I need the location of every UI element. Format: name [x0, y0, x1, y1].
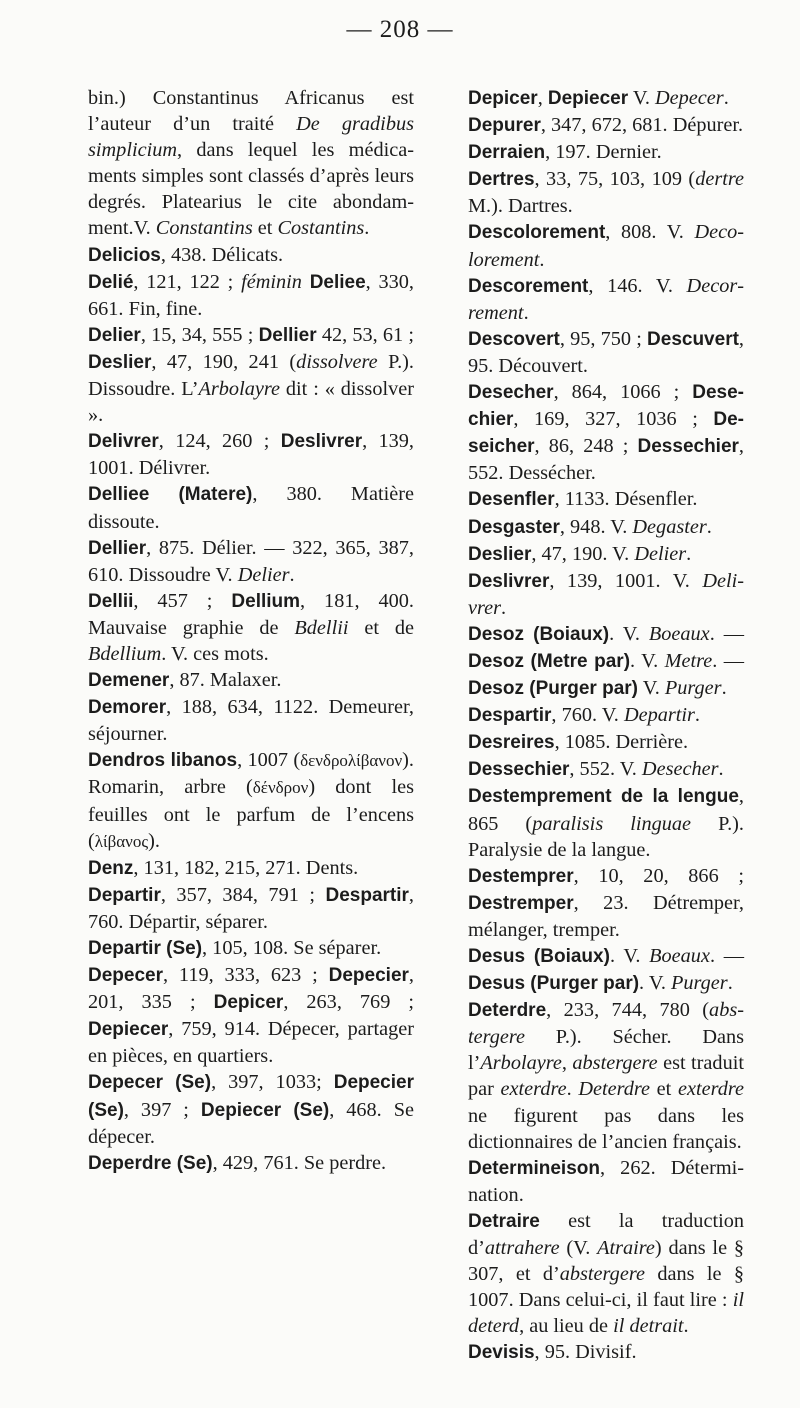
- dictionary-entry: [88, 855, 414, 882]
- entry-text: , 808. V.: [605, 221, 695, 244]
- entry-text: V.: [637, 677, 665, 700]
- entry-headword: Delié: [88, 271, 134, 293]
- entry-headword: Detraire: [468, 1210, 540, 1232]
- entry-text: .: [289, 563, 295, 586]
- entry-text: .: [539, 248, 545, 271]
- dictionary-entry: [468, 997, 744, 1155]
- italic-text: abstergere: [559, 1263, 645, 1286]
- entry-headword: Deseicher: [468, 409, 744, 458]
- italic-text: Delivrer: [468, 569, 744, 619]
- entry-headword: Dellii: [88, 590, 134, 612]
- entry-headword: Descuvert: [647, 328, 739, 350]
- entry-headword: Descolorement: [468, 222, 606, 244]
- entry-headword: Desgaster: [468, 516, 560, 538]
- entry-text: et: [252, 217, 278, 240]
- entry-text: , 864, 1066 ;: [553, 381, 693, 404]
- dictionary-entry: [468, 486, 744, 513]
- entry-text: , 95, 750 ;: [559, 327, 648, 350]
- dictionary-entry: [88, 322, 414, 428]
- entry-text: dit : « dissolver ».: [88, 378, 414, 427]
- entry-text: ) dans le § 307, et d’: [468, 1237, 744, 1286]
- entry-text: ,: [537, 87, 548, 109]
- entry-headword: Demener: [88, 670, 170, 692]
- entry-text: , 552. V.: [569, 758, 642, 781]
- entry-text: .: [727, 972, 733, 995]
- entry-headword: Depiecer: [88, 1019, 169, 1041]
- entry-headword: Descovert: [468, 328, 560, 350]
- entry-headword: Dellier: [88, 537, 147, 559]
- dictionary-entry: [468, 863, 744, 943]
- entry-text: .: [694, 704, 700, 727]
- greek-text: δενδρολίβανον: [300, 751, 403, 771]
- entry-text: . —: [709, 945, 745, 967]
- dictionary-entry: [468, 729, 744, 756]
- italic-text: paralisis linguae: [532, 812, 692, 835]
- entry-headword: Derraien: [468, 142, 546, 164]
- entry-text: ne figurent pas dans les dictionnaires de l’ancien français.: [468, 1104, 744, 1153]
- entry-text: , 201, 335 ;: [88, 964, 414, 1014]
- entry-text: . V.: [609, 622, 649, 645]
- entry-headword: Depicer: [468, 88, 538, 109]
- entry-text: , 233, 744, 780 (: [546, 999, 710, 1022]
- entry-headword: Devisis: [468, 1342, 535, 1364]
- entry-headword: Destemprement de la lengue: [468, 786, 739, 808]
- entry-text: . V.: [639, 972, 671, 995]
- entry-text: , 119, 333, 623 ;: [163, 964, 329, 987]
- entry-text: , 759, 914. Dépecer, partager en pièces, en quartiers.: [88, 1018, 414, 1068]
- entry-text: .: [566, 1078, 579, 1101]
- dictionary-entry: [88, 667, 414, 694]
- italic-text: Purger: [671, 972, 728, 995]
- dictionary-entry: [468, 112, 744, 139]
- entry-text: ). Romarin, arbre (: [88, 749, 414, 799]
- entry-text: , 380. Matière dissoute.: [88, 483, 414, 533]
- entry-headword: Depecer: [88, 965, 163, 987]
- entry-headword: Depurer: [468, 115, 541, 137]
- dictionary-entry: [468, 273, 744, 326]
- entry-text: .: [686, 542, 692, 565]
- entry-text: .: [721, 677, 727, 700]
- dictionary-entry: [468, 514, 744, 541]
- entry-text: , 139, 1001. Délivrer.: [88, 430, 414, 480]
- italic-text: Metre: [664, 649, 713, 672]
- dictionary-entry: [468, 756, 744, 783]
- entry-headword: Desoz (Metre par): [468, 650, 631, 672]
- entry-text: , 263, 769 ;: [283, 991, 414, 1014]
- entry-text: et: [650, 1078, 678, 1101]
- entry-text: , 948. V.: [559, 515, 633, 538]
- entry-text: , 146. V.: [588, 274, 687, 297]
- page-number: — 208 —: [346, 16, 454, 43]
- entry-headword: Dendros libanos: [88, 750, 238, 772]
- entry-text: V.: [628, 87, 656, 109]
- entry-text: , 865 (: [468, 785, 744, 835]
- italic-text: attrahere: [484, 1237, 560, 1260]
- entry-headword: Dessechier: [468, 759, 570, 781]
- entry-text: , 1085. Derrière.: [554, 731, 689, 754]
- italic-text: dertre: [695, 168, 744, 191]
- dictionary-entry: [468, 326, 744, 379]
- dictionary-entry: [88, 269, 414, 322]
- italic-text: Purger: [664, 677, 722, 700]
- entry-text: , 760. Départir, séparer.: [88, 883, 414, 933]
- entry-text: ,: [561, 1052, 573, 1075]
- greek-text: λίβανος: [94, 831, 149, 851]
- entry-headword: Demorer: [88, 697, 167, 719]
- entry-text: .: [683, 1315, 689, 1338]
- entry-text: , 188, 634, 1122. Demeurer, séjourner.: [88, 696, 414, 746]
- entry-headword: Descorement: [468, 275, 589, 297]
- entry-headword: Deliee: [309, 271, 366, 293]
- italic-text: Boeaux: [648, 622, 710, 645]
- italic-text: De gradibus simplicium: [88, 113, 414, 162]
- italic-text: Desecher: [641, 758, 719, 781]
- entry-text: (V.: [559, 1237, 598, 1260]
- entry-text: , 197. Dernier.: [545, 141, 662, 164]
- entry-headword: Deterdre: [468, 1000, 547, 1022]
- dictionary-entry: [88, 1069, 414, 1149]
- entry-text: , 438. Délicats.: [160, 243, 284, 266]
- italic-text: dissolvere: [296, 350, 378, 373]
- entry-headword: Desoz (Purger par): [468, 678, 638, 700]
- entry-text: , 169, 327, 1036 ;: [513, 408, 714, 431]
- entry-text: est traduit par: [468, 1052, 744, 1101]
- entry-text: , 10, 20, 866 ;: [573, 864, 744, 887]
- entry-text: , 23. Détremper, mélanger, tremper.: [468, 891, 744, 941]
- entry-headword: Dessechier: [637, 436, 739, 458]
- entry-text: , 397, 1033;: [211, 1071, 334, 1094]
- entry-headword: Desreires: [468, 732, 555, 754]
- entry-text: P.). Sécher. Dans l’: [468, 1026, 744, 1075]
- entry-text: [302, 271, 310, 293]
- entry-headword: Depecier: [328, 965, 409, 987]
- dictionary-entry: [468, 139, 744, 166]
- entry-text: , 87. Malaxer.: [169, 669, 282, 692]
- entry-text: , 397 ;: [123, 1098, 201, 1121]
- dictionary-entry: [88, 535, 414, 588]
- entry-text: , 121, 122 ;: [133, 270, 242, 293]
- italic-text: Decorrement: [468, 274, 744, 324]
- dictionary-entry: [468, 1339, 744, 1366]
- entry-text: , 95. Divisif.: [534, 1341, 637, 1364]
- entry-text: . —: [712, 649, 745, 672]
- entry-headword: Denz: [88, 857, 134, 879]
- entry-headword: Desecher: [468, 382, 554, 404]
- greek-text: δένδρον: [252, 778, 309, 798]
- dictionary-entry: [468, 219, 744, 272]
- italic-text: Departir: [623, 704, 695, 727]
- dictionary-entry: [88, 85, 414, 242]
- entry-text: , 95. Découvert.: [468, 327, 744, 377]
- entry-headword: Depicer: [213, 992, 284, 1014]
- dictionary-entry: [468, 1208, 744, 1339]
- entry-headword: Departir: [88, 884, 161, 906]
- dictionary-entry: [468, 1155, 744, 1208]
- italic-text: Atraire: [597, 1237, 655, 1260]
- entry-text: , 105, 108. Se séparer.: [202, 937, 382, 959]
- entry-headword: Dellium: [231, 590, 301, 612]
- dictionary-entry: [468, 621, 744, 702]
- entry-text: .: [523, 301, 529, 324]
- entry-headword: Deslivrer: [280, 431, 363, 453]
- dictionary-entry: [88, 428, 414, 481]
- italic-text: Boeaux: [649, 945, 710, 967]
- entry-text: .: [718, 758, 724, 781]
- entry-text: 42, 53, 61 ;: [316, 323, 415, 346]
- italic-text: Delier: [237, 563, 290, 586]
- entry-headword: Delier: [88, 324, 141, 346]
- entry-text: bin.) Constantinus Africanus est l’auteur d’un traité: [88, 87, 414, 136]
- entry-text: ) dont les feuilles ont le parfum de l’encens (: [88, 776, 414, 852]
- italic-text: Deterdre: [578, 1078, 651, 1101]
- italic-text: abstergere: [572, 1052, 658, 1075]
- entry-text: , 330, 661. Fin, fine.: [88, 270, 414, 320]
- dictionary-entry: [468, 783, 744, 862]
- dictionary-entry: [88, 882, 414, 935]
- entry-headword: Desoz (Boiaux): [468, 623, 610, 645]
- entry-headword: Deslier: [88, 351, 152, 373]
- entry-headword: Desus (Purger par): [468, 973, 640, 995]
- entry-text: .: [706, 515, 712, 538]
- entry-text: . V.: [609, 945, 650, 967]
- entry-text: , 86, 248 ;: [534, 435, 638, 458]
- entry-headword: Delivrer: [88, 431, 159, 453]
- italic-text: Arbolayre: [480, 1052, 562, 1075]
- dictionary-entry: [88, 242, 414, 269]
- dictionary-entry: [468, 379, 744, 486]
- entry-text: , dans lequel les médicaments simples sont classés d’après leurs degrés. Platearius le cite abondamment.V.: [88, 139, 414, 240]
- entry-headword: Depecer (Se): [88, 1072, 212, 1094]
- italic-text: Arbolayre: [198, 378, 280, 401]
- entry-text: P.). Dissoudre. L’: [88, 350, 415, 401]
- entry-headword: Departir (Se): [88, 938, 203, 959]
- italic-text: il deterd: [468, 1289, 744, 1338]
- italic-text: féminin: [241, 270, 302, 293]
- entry-headword: Deperdre (Se): [88, 1152, 213, 1174]
- entry-text: , 262. Détermination.: [468, 1156, 744, 1206]
- entry-text: . V.: [630, 649, 665, 672]
- entry-text: , 181, 400. Mauvaise graphie de: [88, 589, 414, 639]
- entry-text: et de: [348, 616, 414, 639]
- italic-text: exterdre: [500, 1078, 567, 1101]
- italic-text: Depecer: [655, 87, 724, 109]
- entry-text: , 552. Dessécher.: [468, 435, 744, 485]
- italic-text: Decolorement: [468, 221, 744, 271]
- dictionary-entry: [468, 166, 744, 219]
- italic-text: Bdellium: [88, 642, 162, 665]
- entry-headword: Determineison: [468, 1157, 600, 1179]
- entry-text: .: [723, 87, 729, 109]
- entry-text: , au lieu de: [519, 1315, 614, 1338]
- entry-text: , 1133. Désenfler.: [554, 488, 698, 511]
- entry-text: , 139, 1001. V.: [549, 569, 703, 592]
- entry-headword: Desenfler: [468, 489, 555, 511]
- entry-text: , 1007 (: [237, 749, 301, 772]
- entry-headword: Desus (Boiaux): [468, 946, 610, 967]
- dictionary-entry: [468, 85, 744, 112]
- entry-text: , 47, 190, 241 (: [151, 350, 297, 373]
- entry-text: .: [501, 596, 507, 619]
- left-column: [88, 85, 414, 1177]
- dictionary-entry: [468, 568, 744, 621]
- dictionary-entry: [88, 1150, 414, 1177]
- entry-text: est la traduction d’: [468, 1209, 744, 1260]
- entry-text: , 131, 182, 215, 271. Dents.: [133, 856, 359, 879]
- right-column: [468, 85, 744, 1367]
- entry-headword: Destremper: [468, 892, 574, 914]
- italic-text: Delier: [634, 542, 687, 565]
- entry-text: , 457 ;: [133, 589, 232, 612]
- dictionary-entry: [468, 943, 744, 997]
- italic-text: Costantins: [277, 217, 365, 240]
- entry-text: , 47, 190. V.: [531, 542, 635, 565]
- entry-headword: Deslivrer: [468, 570, 550, 592]
- dictionary-entry: [468, 702, 744, 729]
- entry-text: .: [364, 217, 370, 240]
- entry-text: , 357, 384, 791 ;: [160, 883, 326, 906]
- entry-text: , 15, 34, 555 ;: [140, 323, 259, 346]
- dictionary-entry: [88, 747, 414, 854]
- entry-headword: Delicios: [88, 244, 161, 266]
- entry-text: P.). Paralysie de la langue.: [468, 812, 745, 861]
- italic-text: abstergere: [468, 999, 744, 1049]
- dictionary-entry: [88, 588, 414, 667]
- dictionary-entry: [468, 541, 744, 568]
- entry-headword: Dellier: [258, 324, 317, 346]
- entry-headword: Destemprer: [468, 865, 574, 887]
- entry-text: , 347, 672, 681. Dépurer.: [540, 114, 744, 137]
- italic-text: Constantins: [155, 217, 253, 240]
- dictionary-entry: [88, 694, 414, 747]
- entry-text: , 429, 761. Se perdre.: [212, 1151, 387, 1174]
- dictionary-entry: [88, 962, 414, 1069]
- entry-headword: Desechier: [468, 382, 744, 431]
- entry-text: ).: [148, 829, 160, 852]
- entry-text: , 468. Se dépecer.: [88, 1098, 414, 1148]
- italic-text: Degaster: [632, 515, 707, 538]
- dictionary-entry: [88, 935, 414, 962]
- entry-headword: Delliee (Matere): [88, 484, 253, 506]
- entry-text: . V. ces mots.: [161, 642, 269, 665]
- entry-text: . —: [709, 622, 745, 645]
- entry-headword: Despartir: [325, 884, 409, 906]
- entry-text: M.). Dartres.: [468, 195, 573, 218]
- dictionary-entry: [88, 481, 414, 534]
- italic-text: Bdellii: [294, 616, 349, 639]
- entry-headword: Despartir: [468, 705, 552, 727]
- entry-text: dans le § 1007. Dans celui-ci, il faut lire :: [468, 1263, 744, 1312]
- entry-text: , 124, 260 ;: [158, 430, 281, 453]
- entry-headword: Deslier: [468, 543, 532, 565]
- entry-headword: Depiecer: [547, 88, 629, 109]
- entry-text: , 760. V.: [551, 704, 624, 727]
- italic-text: exterdre: [677, 1078, 745, 1101]
- entry-text: , 875. Délier. — 322, 365, 387, 610. Dissoudre V.: [88, 536, 414, 586]
- entry-headword: Dertres: [468, 169, 535, 191]
- italic-text: il detrait: [613, 1315, 684, 1338]
- entry-headword: Depecier (Se): [88, 1072, 414, 1121]
- entry-headword: Depiecer (Se): [200, 1099, 330, 1121]
- entry-text: , 33, 75, 103, 109 (: [534, 168, 696, 191]
